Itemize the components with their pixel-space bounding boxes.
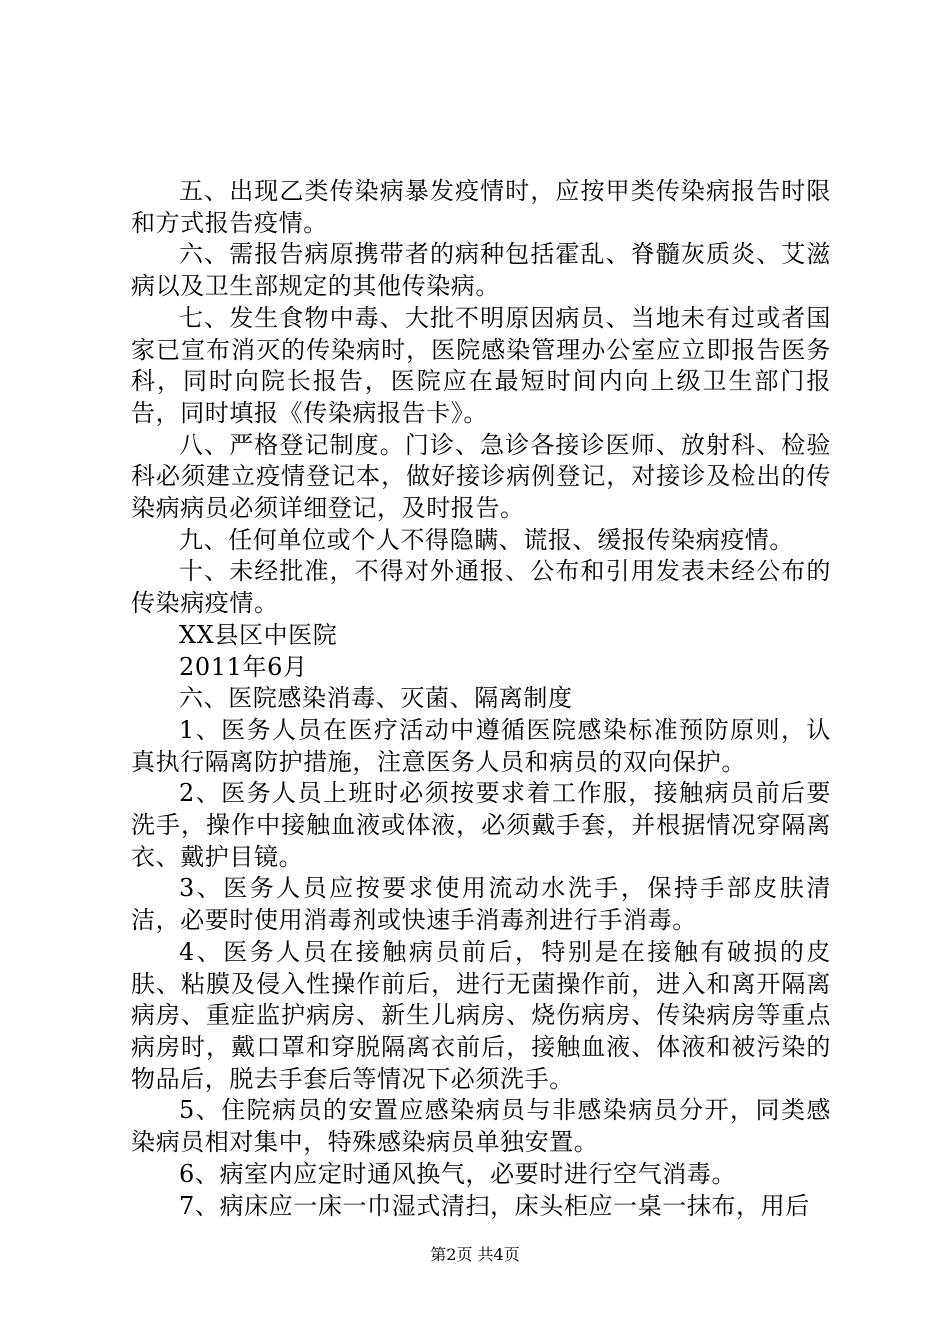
paragraph-item-1: 1、医务人员在医疗活动中遵循医院感染标准预防原则，认真执行隔离防护措施，注意医务人员和病员的双向保护。: [131, 715, 831, 776]
section-heading: 六、医院感染消毒、灭菌、隔离制度: [179, 684, 573, 713]
paragraph-pathogen-carriers: 六、需报告病原携带者的病种包括霍乱、脊髓灰质炎、艾滋病以及卫生部规定的其他传染病。: [131, 240, 831, 301]
paragraph-no-publication: 十、未经批准，不得对外通报、公布和引用发表未经公布的传染病疫情。: [131, 557, 831, 618]
signature-hospital: XX县区中医院: [179, 620, 338, 649]
paragraph-item-2: 2、医务人员上班时必须按要求着工作服，接触病员前后要洗手，操作中接触血液或体液，必须戴手套，并根据情况穿隔离衣、戴护目镜。: [131, 779, 831, 871]
page-footer: 第2页 共4页: [430, 1245, 520, 1264]
signature-date: 2011年6月: [179, 652, 308, 681]
paragraph-food-poisoning: 七、发生食物中毒、大批不明原因病员、当地未有过或者国家已宣布消灭的传染病时，医院感染管理办公室应立即报告医务科，同时向院长报告，医院应在最短时间内向上级卫生部门报告，同时填报《传染病报告卡》。: [131, 303, 831, 427]
paragraph-item-3: 3、医务人员应按要求使用流动水洗手，保持手部皮肤清洁，必要时使用消毒剂或快速手消毒剂进行手消毒。: [131, 874, 831, 935]
document-body: [131, 176, 831, 1222]
paragraph-item-5: 5、住院病员的安置应感染病员与非感染病员分开，同类感染病员相对集中，特殊感染病员单独安置。: [131, 1096, 831, 1157]
paragraph-registration: 八、严格登记制度。门诊、急诊各接诊医师、放射科、检验科必须建立疫情登记本，做好接诊病例登记，对接诊及检出的传染病病员必须详细登记，及时报告。: [131, 430, 831, 523]
paragraph-no-concealment: 九、任何单位或个人不得隐瞒、谎报、缓报传染病疫情。: [179, 525, 794, 554]
paragraph-item-4: 4、医务人员在接触病员前后，特别是在接触有破损的皮肤、粘膜及侵入性操作前后，进行无菌操作前，进入和离开隔离病房、重症监护病房、新生儿病房、烧伤病房、传染病房等重点病房时，戴口罩和穿脱隔离衣前后，接触血液、体液和被污染的物品后，脱去手套后等情况下必须洗手。: [131, 937, 831, 1093]
paragraph-item-7: 7、病床应一床一巾湿式清扫，床头柜应一桌一抹布，用后: [179, 1191, 810, 1220]
paragraph-item-6: 6、病室内应定时通风换气，必要时进行空气消毒。: [179, 1159, 737, 1188]
paragraph-report-outbreak: 五、出现乙类传染病暴发疫情时，应按甲类传染病报告时限和方式报告疫情。: [131, 177, 831, 237]
